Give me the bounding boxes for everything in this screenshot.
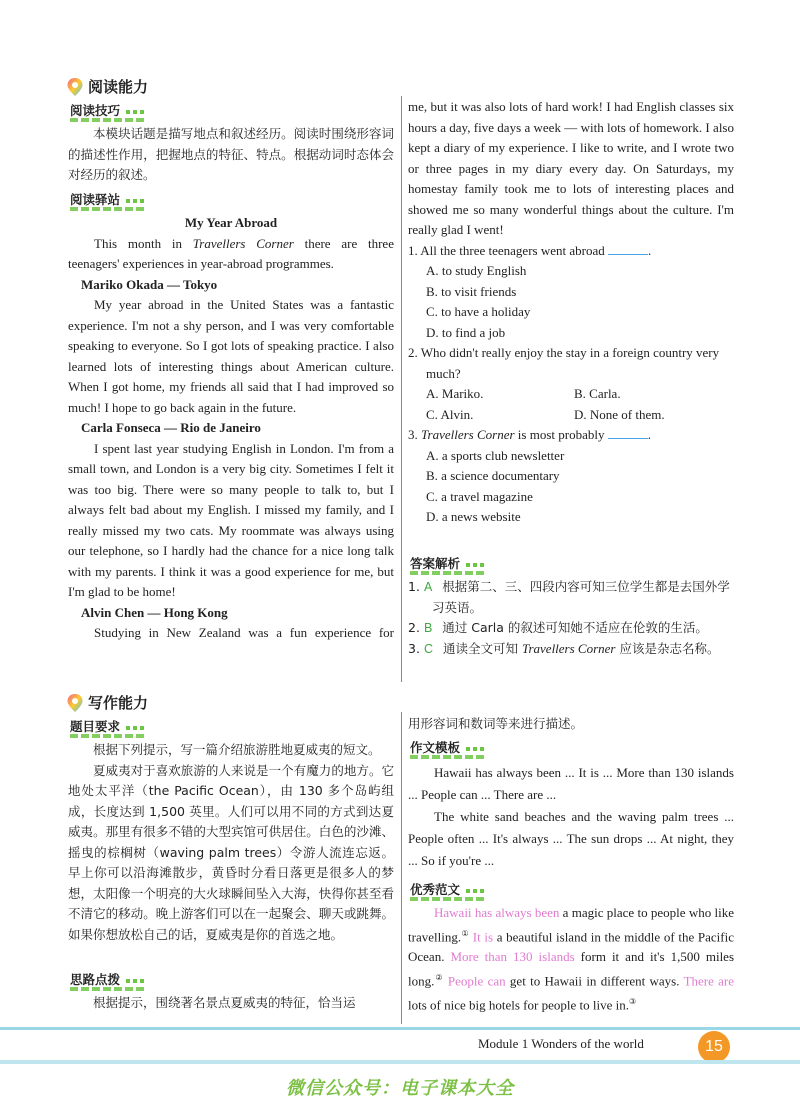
wechat-watermark: 微信公众号：电子课本大全 — [286, 1078, 514, 1099]
reading-section-title: 阅读能力 — [66, 76, 148, 97]
location-pin-icon — [66, 693, 84, 713]
answer-1: 1. A 根据第二、三、四段内容可知三位学生都是去国外学习英语。 — [408, 579, 730, 615]
footer-rule — [0, 1027, 800, 1030]
para1-text: My year abroad in the United States was a fantastic experience. I'm not a shy person, and I was very comfortable speaking to everyone. So I got lots of speaking practice. I also learned lots of interesting things about American culture. When I got home, my friends all said that I had improved so much! I hope to go back again in the future. — [68, 297, 394, 415]
q3-option-c: C. a travel magazine — [426, 488, 533, 504]
para3-text-start: Studying in New Zealand was a fun experience for — [94, 625, 394, 640]
question-3: 3. Travellers Corner is most probably . — [408, 427, 651, 442]
question-2: 2. Who didn't really enjoy the stay in a foreign country very much? — [408, 345, 720, 381]
template-para1: Hawaii has always been ... It is ... More than 130 islands ... People can ... There are ... — [408, 765, 734, 802]
para3-text-continued: me, but it was also lots of hard work! I had English classes six hours a day, five days a week — with lots of homework. I also kept a diary of my experience. I like to write, and I wrote two or three pages in my diary every day. On Saturdays, my homestay family took me to lots of interesting places and showed me so many wonderful things about the culture. I'm really glad I went! — [408, 99, 734, 237]
column-divider — [401, 96, 402, 682]
article-title: My Year Abroad — [184, 215, 278, 230]
idea-label: 思路点拨 — [70, 970, 144, 991]
q2-option-b: B. Carla. — [574, 386, 621, 401]
q2-options-row2 — [408, 405, 734, 426]
template-label: 作文模板 — [410, 738, 484, 759]
q2-options-row1 — [408, 384, 734, 405]
q1-option-a: A. to study English — [426, 263, 527, 278]
idea-text-part1: 根据提示，围绕著名景点夏威夷的特征，恰当运 — [93, 995, 356, 1010]
writing-section-title: 写作能力 — [66, 692, 148, 713]
answer-3: 3. C 通读全文可知 Travellers Corner 应该是杂志名称。 — [408, 640, 720, 656]
reading-skills-text: 本模块话题是描写地点和叙述经历。阅读时围绕形容词的描述性作用，把握地点的特征、特点。根据动词时态体会对经历的叙述。 — [68, 126, 394, 182]
q3-option-b: B. a science documentary — [426, 468, 560, 483]
para3-name: Alvin Chen — Hong Kong — [81, 604, 228, 620]
footer-rule-bottom — [0, 1060, 800, 1064]
requirement-para2: 夏威夷对于喜欢旅游的人来说是一个有魔力的地方。它地处太平洋（the Pacific Ocean），由 130 多个岛屿组成，长度达到 1,500 英里。人们可以用不同的方式到达夏威夷。那里有很多不错的大型宾馆可供居住。白色的沙滩、摇曳的棕榈树（waving palm trees）令游人流连忘返。早上你可以沿海滩散步，黄昏时分看日落更是很多人的梦想，太阳像一个明亮的大火球瞬间坠入大海，快得你甚至看不清它的移动。晚上游客们可以在一起聚会、聊天或跳舞。如果你想放松自己的话，夏威夷是你的首选之地。 — [68, 762, 394, 942]
q1-option-d: D. to find a job — [426, 324, 506, 340]
q1-option-b: B. to visit friends — [426, 283, 517, 299]
answers — [408, 577, 734, 659]
q1-option-c: C. to have a holiday — [426, 304, 531, 319]
q2-option-c: C. Alvin. — [426, 406, 474, 422]
q3-option-a: A. a sports club newsletter — [426, 447, 565, 463]
reading-right-column — [408, 97, 734, 528]
model-essay: Hawaii has always been a magic place to people who like travelling.① It is a beautiful island in the middle of the Pacific Ocean. More than 130 islands form it and it's 1,500 miles long.② People can get to Hawaii in different ways. There are lots of nice big hotels for people to live in.③ — [408, 905, 735, 1012]
q3-option-d: D. a news website — [426, 509, 521, 524]
template-para2: The white sand beaches and the waving palm trees ... People often ... It's always ... The sun drops ... At night, they ... So if you're ... — [408, 809, 734, 868]
q2-option-d: D. None of them. — [574, 406, 665, 422]
page-number: 15 — [698, 1031, 730, 1063]
reading-left-column — [68, 213, 394, 644]
para1-name: Mariko Okada — Tokyo — [81, 276, 218, 292]
article-intro: This month in Travellers Corner there are three teenagers' experiences in year-abroad programmes. — [68, 235, 394, 271]
para2-name: Carla Fonseca — Rio de Janeiro — [81, 420, 261, 435]
footer-module: Module 1 Wonders of the world — [478, 1036, 644, 1051]
q2-option-a: A. Mariko. — [426, 386, 484, 401]
template-text — [408, 762, 734, 872]
column-divider-writing — [401, 712, 402, 1024]
model-label: 优秀范文 — [410, 880, 484, 901]
reading-station-label: 阅读驿站 — [70, 190, 144, 211]
question-1: 1. All the three teenagers went abroad . — [408, 242, 652, 258]
para2-text: I spent last year studying English in London. I'm from a small town, and London is a very big city. Sometimes I felt it was too big. There were so many people to talk to, but I always felt bad about my English. I missed my family, and I really missed my two cats. My roommate was always using our telephone, so I hardly had the chance for a nice long talk with my parents. I think it was a good experience for me, but I'm glad to be home! — [68, 440, 394, 599]
requirement-text — [68, 740, 394, 945]
requirement-label: 题目要求 — [70, 717, 144, 738]
answer-label: 答案解析 — [410, 554, 484, 575]
requirement-para1: 根据下列提示，写一篇介绍旅游胜地夏威夷的短文。 — [93, 742, 381, 757]
location-pin-icon — [66, 77, 84, 97]
reading-skills-label: 阅读技巧 — [70, 101, 144, 122]
idea-text-part2: 用形容词和数词等来进行描述。 — [408, 716, 584, 731]
answer-2: 2. B 通过 Carla 的叙述可知她不适应在伦敦的生活。 — [408, 620, 708, 635]
